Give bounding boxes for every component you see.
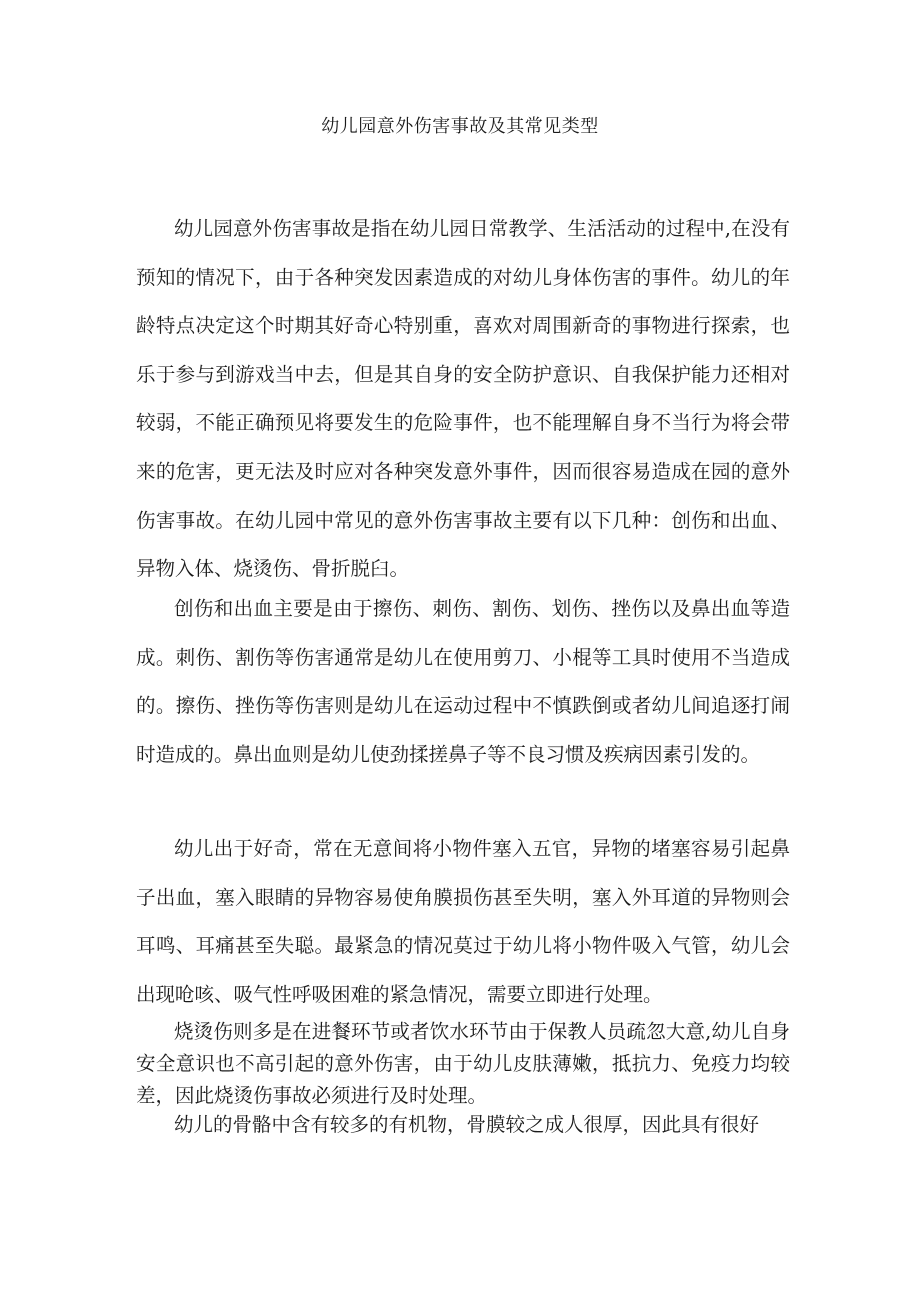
paragraph-fractures: 幼儿的骨骼中含有较多的有机物，骨膜较之成人很厚，因此具有很好 [174, 1113, 760, 1136]
paragraph-foreign-objects: 幼儿出于好奇，常在无意间将小物件塞入五官，异物的堵塞容易引起鼻子出血，塞入眼睛的异物容易使角膜损伤甚至失明，塞入外耳道的异物则会耳鸣、耳痛甚至失聪。最紧急的情况莫过于幼儿将小物件吸入气管，幼儿会出现呛咳、吸气性呼吸困难的紧急情况，需要立即进行处理。 [136, 837, 790, 1006]
paragraph-definition: 幼儿园意外伤害事故是指在幼儿园日常教学、生活活动的过程中,在没有预知的情况下，由于各种突发因素造成的对幼儿身体伤害的事件。幼儿的年龄特点决定这个时期其好奇心特别重，喜欢对周围新奇的事物进行探索，也乐于参与到游戏当中去，但是其自身的安全防护意识、自我保护能力还相对较弱，不能正确预见将要发生的危险事件，也不能理解自身不当行为将会带来的危害，更无法及时应对各种突发意外事件，因而很容易造成在园的意外伤害事故。在幼儿园中常见的意外伤害事故主要有以下几种：创伤和出血、异物入体、烧烫伤、骨折脱臼。 [136, 217, 790, 581]
document-title: 幼儿园意外伤害事故及其常见类型 [321, 116, 599, 137]
paragraph-burns: 烧烫伤则多是在进餐环节或者饮水环节由于保教人员疏忽大意,幼儿自身安全意识也不高引起的意外伤害，由于幼儿皮肤薄嫩，抵抗力、免疫力均较差，因此烧烫伤事故必须进行及时处理。 [136, 1020, 790, 1107]
paragraph-wounds-bleeding: 创伤和出血主要是由于擦伤、刺伤、割伤、划伤、挫伤以及鼻出血等造成。刺伤、割伤等伤害通常是幼儿在使用剪刀、小棍等工具时使用不当造成的。擦伤、挫伤等伤害则是幼儿在运动过程中不慎跌倒或者幼儿间追逐打闹时造成的。鼻出血则是幼儿使劲揉搓鼻子等不良习惯及疾病因素引发的。 [136, 597, 790, 766]
